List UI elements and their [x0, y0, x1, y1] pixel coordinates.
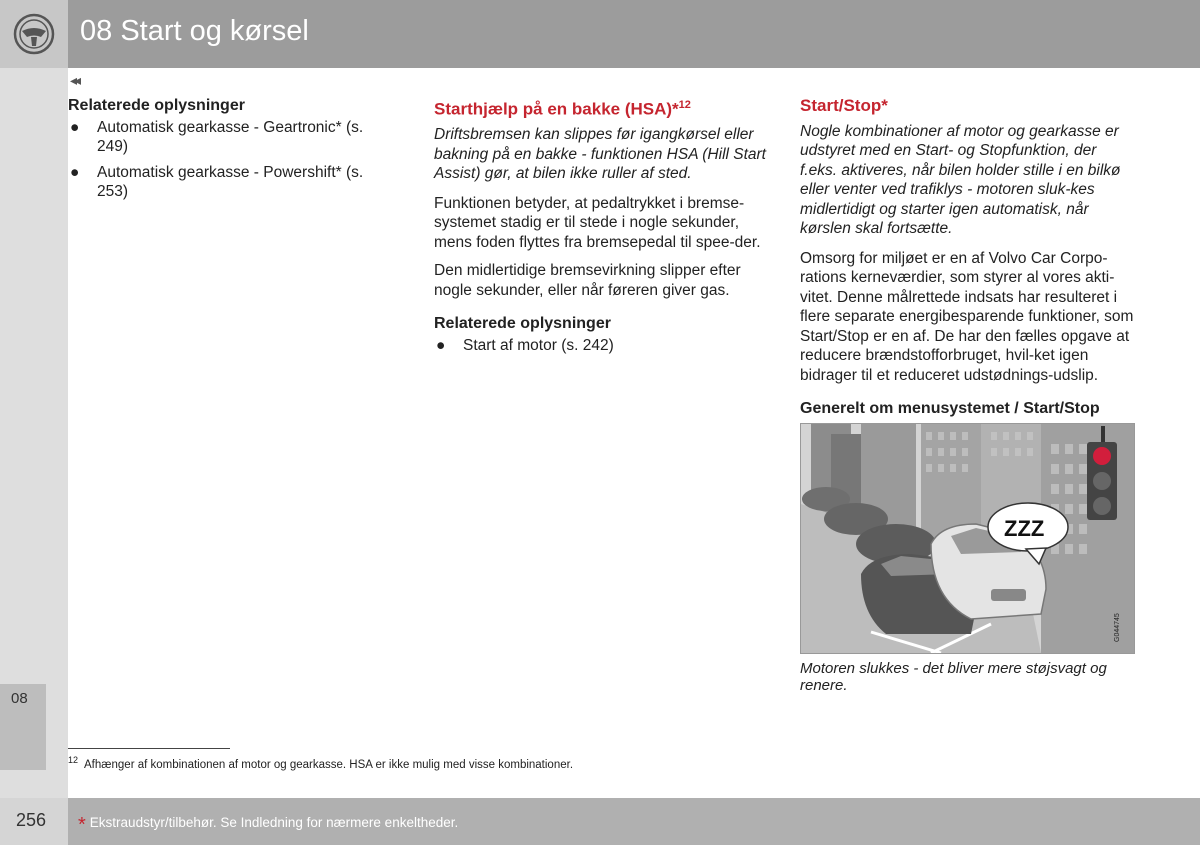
hsa-paragraph: Funktionen betyder, at pedaltrykket i bremse-systemet stadig er til stede i nogle sekunder, mens foden flyttes fra bremsepedal til spee-der.: [434, 194, 761, 251]
bullet-icon: ●: [70, 163, 80, 181]
start-stop-title: Start/Stop*: [800, 96, 888, 115]
list-item[interactable]: ● Automatisk gearkasse - Geartronic* (s. 249): [70, 118, 364, 155]
start-stop-paragraph: Omsorg for miljøet er en af Volvo Car Corpo-rations kerneværdier, som styrer al vores akti-vitet. Denne målrettede indsats har resulteret i flere separate energibesparende funktioner, som Start/Stop er en af. De har den fælles opgave at reducere brændstofforbruget, hvil-ket igen bidrager til et reduceret udstødnings-udslip.: [800, 249, 1134, 384]
sleep-text: ZZZ: [1004, 515, 1045, 541]
related-list: [68, 118, 398, 202]
hsa-title: Starthjælp på en bakke (HSA)*$^{12}$: [434, 99, 691, 119]
list-item[interactable]: ● Automatisk gearkasse - Powershift* (s. 253): [70, 163, 364, 200]
chapter-tab-label: 08: [11, 690, 28, 707]
footnote: $^{12}$ Afhænger af kombinationen af motor og gearkasse. HSA er ikke mulig med visse kombinationer.: [68, 755, 574, 771]
list-item[interactable]: ● Start af motor (s. 242): [436, 336, 614, 354]
footnote-divider: [68, 748, 230, 749]
related-list: [434, 336, 769, 356]
related-heading: Relaterede oplysninger: [68, 97, 245, 114]
asterisk-icon: *: [78, 814, 86, 836]
traffic-scene-svg: [801, 424, 1134, 653]
bullet-icon: ●: [436, 336, 446, 354]
column-start-stop: [800, 96, 1135, 694]
menu-subheading: Generelt om menusystemet / Start/Stop: [800, 400, 1100, 417]
figure-code: G044745: [1114, 612, 1121, 642]
page-number: 256: [16, 810, 47, 830]
chapter-title: 08 Start og kørsel: [80, 15, 309, 47]
related-heading: Relaterede oplysninger: [434, 315, 611, 333]
figure-caption: Motoren slukkes - det bliver mere støjsvagt og renere.: [800, 659, 1107, 694]
column-hsa: [434, 96, 769, 361]
steering-wheel-icon: [13, 13, 55, 55]
start-stop-intro: Nogle kombinationer af motor og gearkasse er udstyret med en Start- og Stopfunktion, der f.eks. aktiveres, når bilen holder stille i en bilkø eller venter ved trafiklys - motoren sluk-kes midlertidigt og starter igen automatisk, når kørslen skal fortsætte.: [800, 122, 1121, 237]
column-related: [68, 96, 398, 208]
back-arrow-icon[interactable]: ◂◂: [70, 72, 79, 88]
hsa-intro: Driftsbremsen kan slippes før igangkørsel eller bakning på en bakke - funktionen HSA (Hill Start Assist) gør, at bilen ikke ruller af sted.: [434, 126, 766, 183]
chapter-icon-box: [0, 0, 68, 68]
traffic-illustration: [800, 423, 1135, 654]
bullet-icon: ●: [70, 118, 80, 136]
hsa-paragraph: Den midlertidige bremsevirkning slipper efter nogle sekunder, eller når føreren giver gas.: [434, 262, 741, 299]
footer-note: * Ekstraudstyr/tilbehør. Se Indledning for nærmere enkeltheder.: [78, 814, 459, 836]
footnote-ref[interactable]: 12: [678, 99, 691, 111]
